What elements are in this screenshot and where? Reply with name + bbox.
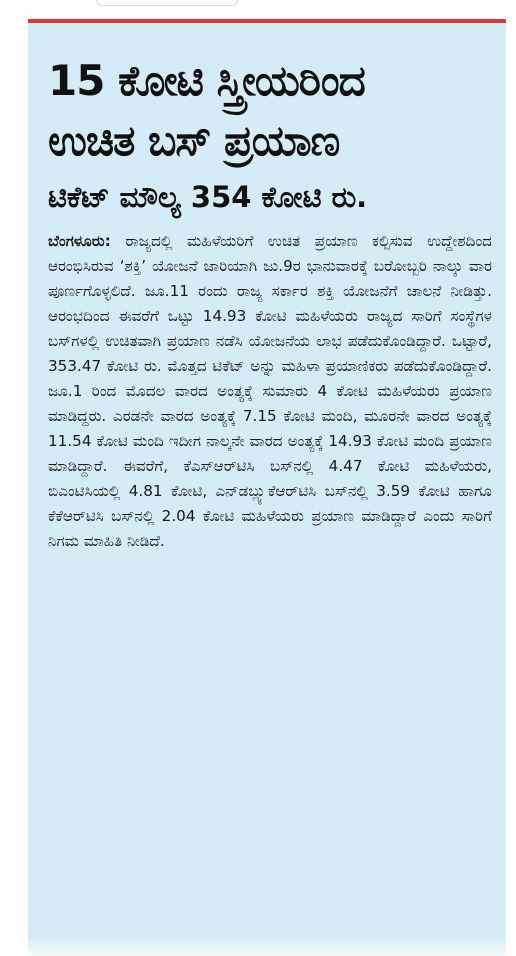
- headline-line-1: 15 ಕೋಟಿ ಸ್ತ್ರೀಯರಿಂದ: [48, 56, 365, 105]
- article-body: [48, 229, 492, 554]
- subheadline: ಟಿಕೆಟ್ ಮೌಲ್ಯ 354 ಕೋಟಿ ರು.: [48, 180, 368, 214]
- article-body-text: ರಾಜ್ಯದಲ್ಲಿ ಮಹಿಳೆಯರಿಗೆ ಉಚಿತ ಪ್ರಯಾಣ ಕಲ್ಪಿಸುವ ಉದ್ದೇಶದಿಂದ ಆರಂಭಿಸಿರುವ ‘ಶಕ್ತಿ’ ಯೋಜನೆ ಜಾರಿಯಾಗಿ ಜು.9ರ ಭಾನುವಾರಕ್ಕೆ ಬರೋಬ್ಬರಿ ನಾಲ್ಕು ವಾರ ಪೂರ್ಣಗೊಳ್ಳಲಿದೆ. ಜೂ.11 ರಂದು ರಾಜ್ಯ ಸರ್ಕಾರ ಶಕ್ತಿ ಯೋಜನೆಗೆ ಚಾಲನೆ ನೀಡಿತ್ತು. ಆರಂಭದಿಂದ ಈವರೆಗೆ ಒಟ್ಟು 14.93 ಕೋಟಿ ಮಹಿಳೆಯರು ರಾಜ್ಯದ ಸಾರಿಗೆ ಸಂಸ್ಥೆಗಳ ಬಸ್‌ಗಳಲ್ಲಿ ಉಚಿತವಾಗಿ ಪ್ರಯಾಣ ನಡೆಸಿ ಯೋಜನೆಯ ಲಾಭ ಪಡೆದುಕೊಂಡಿದ್ದಾರೆ. ಒಟ್ಟಾರೆ, 353.47 ಕೋಟಿ ರು. ಮೊತ್ತದ ಟಿಕೆಟ್ ಅನ್ನು ಮಹಿಳಾ ಪ್ರಯಾಣಿಕರು ಪಡೆದುಕೊಂಡಿದ್ದಾರೆ. ಜೂ.1 ರಿಂದ ಮೊದಲ ವಾರದ ಅಂತ್ಯಕ್ಕೆ ಸುಮಾರು 4 ಕೋಟಿ ಮಹಿಳೆಯರು ಪ್ರಯಾಣ ಮಾಡಿದ್ದರು. ಎರಡನೇ ವಾರದ ಅಂತ್ಯಕ್ಕೆ 7.15 ಕೋಟಿ ಮಂದಿ, ಮೂರನೇ ವಾರದ ಅಂತ್ಯಕ್ಕೆ 11.54 ಕೋಟಿ ಮಂದಿ ಇದೀಗ ನಾಲ್ಕನೇ ವಾರದ ಅಂತ್ಯಕ್ಕೆ 14.93 ಕೋಟಿ ಮಂದಿ ಪ್ರಯಾಣ ಮಾಡಿದ್ದಾರೆ. ಈವರೆಗೆ, ಕೆಎಸ್‌ಆರ್‌ಟಿಸಿ ಬಸ್‌ನಲ್ಲಿ 4.47 ಕೋಟಿ ಮಹಿಳೆಯರು, ಬಿಎಂಟಿಸಿಯಲ್ಲಿ 4.81 ಕೋಟಿ, ಎನ್‌ಡಬ್ಲ್ಯುಕೆಆರ್‌ಟಿಸಿ ಬಸ್‌ನಲ್ಲಿ 3.59 ಕೋಟಿ ಹಾಗೂ ಕೆಕೆಆರ್‌ಟಿಸಿ ಬಸ್‌ನಲ್ಲಿ 2.04 ಕೋಟಿ ಮಹಿಳೆಯರು ಪ್ರಯಾಣ ಮಾಡಿದ್ದಾರೆ ಎಂದು ಸಾರಿಗೆ ನಿಗಮ ಮಾಹಿತಿ ನೀಡಿದೆ.: [48, 232, 492, 550]
- bottom-fade: [28, 938, 506, 956]
- dateline: ಬೆಂಗಳೂರು:: [48, 232, 111, 250]
- news-article: [28, 23, 506, 956]
- headline-line-2: ಉಚಿತ ಬಸ್ ಪ್ರಯಾಣ: [48, 116, 340, 165]
- browser-tab-edge: [96, 0, 238, 6]
